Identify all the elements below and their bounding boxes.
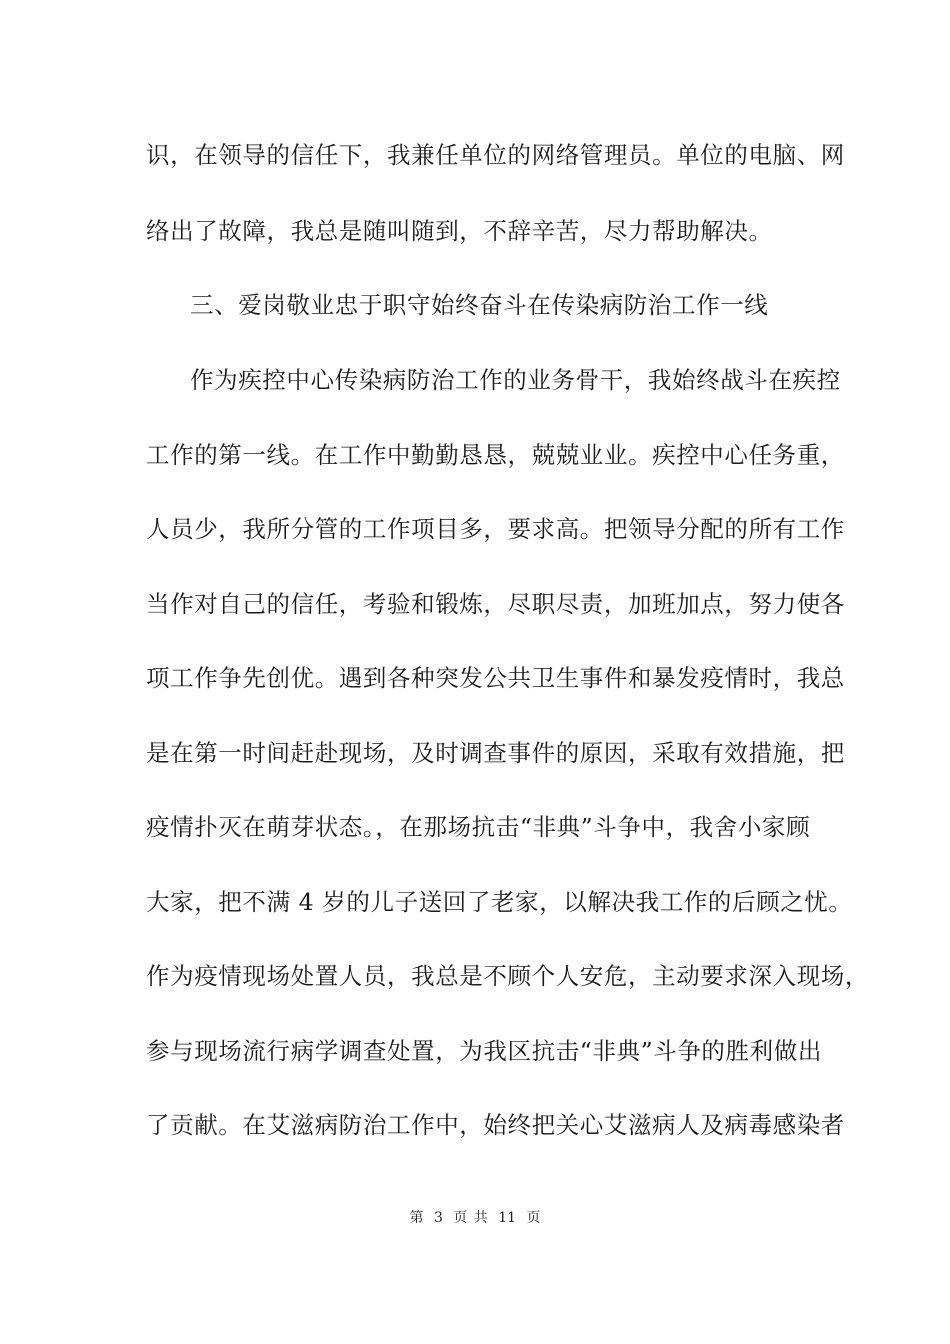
paragraph-line: 人员少，我所分管的工作项目多，要求高。把领导分配的所有工作 [146,515,845,543]
page-footer [0,1208,950,1228]
paragraph-line: 参与现场流行病学调查处置，为我区抗击“非典”斗争的胜利做出 [146,1037,822,1065]
paragraph-line: 识，在领导的信任下，我兼任单位的网络管理员。单位的电脑、网 [146,141,845,169]
paragraph-line: 了贡献。在艾滋病防治工作中，始终把关心艾滋病人及病毒感染者 [146,1111,845,1139]
current-page-number: 3 [433,1210,443,1226]
paragraph-line: 大家，把不满 4 岁的儿子送回了老家，以解决我工作的后顾之忧。 [146,888,853,916]
paragraph-line: 络出了故障，我总是随叫随到，不辞辛苦，尽力帮助解决。 [146,217,773,245]
total-pages-number: 11 [498,1210,517,1226]
section-heading: 三、爱岗敬业忠于职守始终奋斗在传染病防治工作一线 [190,291,769,319]
page-label-suffix: 页 [526,1210,541,1226]
page-label-prefix: 第 [409,1210,424,1226]
paragraph-line: 当作对自己的信任，考验和锻炼，尽职尽责，加班加点，努力使各 [146,590,845,618]
paragraph-line: 项工作争先创优。遇到各种突发公共卫生事件和暴发疫情时，我总 [146,664,845,692]
paragraph-line: 作为疫情现场处置人员，我总是不顾个人安危，主动要求深入现场， [146,962,869,990]
page-label-middle: 页 共 [453,1210,488,1226]
paragraph-line: 工作的第一线。在工作中勤勤恳恳，兢兢业业。疾控中心任务重， [146,441,845,469]
paragraph-line: 作为疾控中心传染病防治工作的业务骨干，我始终战斗在疾控 [190,366,841,394]
paragraph-line: 疫情扑灭在萌芽状态。，在那场抗击“非典”斗争中，我舍小家顾 [146,813,811,841]
paragraph-line: 是在第一时间赶赴现场，及时调查事件的原因，采取有效措施，把 [146,739,845,767]
